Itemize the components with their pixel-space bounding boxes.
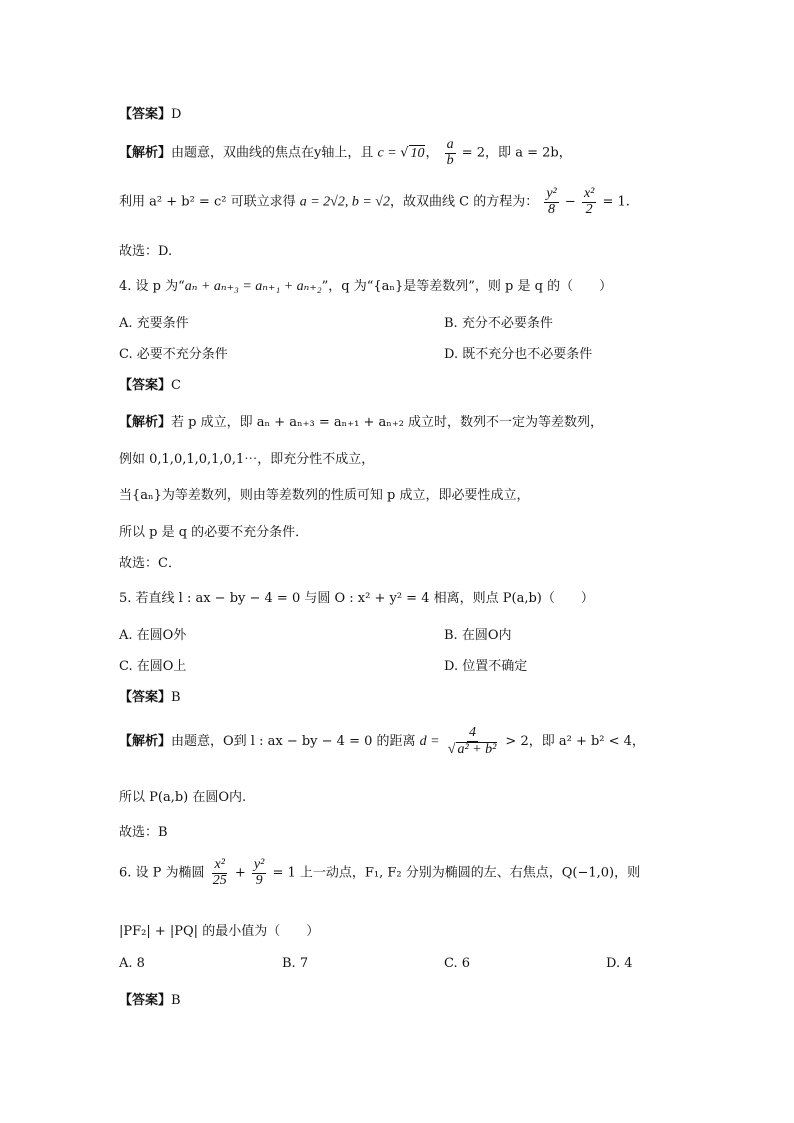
frac-num: 4 bbox=[469, 725, 477, 740]
q6-stem-line-2: |PF₂| + |PQ| 的最小值为（ ） bbox=[119, 924, 320, 939]
stem-text: 6. 设 P 为椭圆 bbox=[119, 865, 205, 881]
frac-den: 9 bbox=[255, 872, 263, 888]
q6-option-a: A. 8 bbox=[119, 956, 145, 971]
frac-num: x² bbox=[214, 857, 225, 872]
plus-sign: + bbox=[234, 865, 246, 881]
q3-conclusion: 故选：D. bbox=[119, 244, 173, 259]
q5-analysis-line-1 bbox=[119, 726, 645, 757]
stem-text: = 1 上一动点，F₁, F₂ 分别为椭圆的左、右焦点，Q(−1,0)，则 bbox=[272, 865, 641, 881]
math-c: c = bbox=[377, 145, 401, 161]
q5-option-b: B. 在圆O内 bbox=[444, 628, 512, 643]
frac-den: 8 bbox=[548, 201, 556, 217]
q5-stem: 5. 若直线 l : ax − by − 4 = 0 与圆 O : x² + y² = 4 相离，则点 P(a,b)（ ） bbox=[119, 591, 594, 606]
analysis-tag: 【解析】 bbox=[119, 415, 172, 430]
fraction-a-over-b bbox=[445, 138, 456, 168]
analysis-tag: 【解析】 bbox=[119, 734, 172, 750]
q4-conclusion: 故选：C． bbox=[119, 556, 181, 571]
minus-sign: − bbox=[564, 194, 576, 210]
analysis-text: = 2，即 a = 2b， bbox=[461, 145, 572, 161]
analysis-text: = 1. bbox=[602, 194, 630, 210]
q5-option-d: D. 位置不确定 bbox=[444, 659, 528, 674]
stem-text: ”，q 为“{aₙ}是等差数列”，则 p 是 q 的（ ） bbox=[321, 279, 613, 294]
math-expression: a = 2√2, b = √2 bbox=[299, 194, 390, 210]
q5-analysis-line-2: 所以 P(a,b) 在圆O内. bbox=[119, 790, 247, 805]
q6-option-d: D. 4 bbox=[606, 956, 633, 971]
q3-analysis-line-2 bbox=[119, 187, 630, 217]
answer-tag: 【答案】 bbox=[119, 993, 172, 1008]
sqrt-radicand: a² + b² bbox=[457, 741, 497, 757]
answer-value: C bbox=[171, 378, 181, 393]
frac-den: √ a² + b² bbox=[447, 741, 497, 757]
q4-option-c: C. 必要不充分条件 bbox=[119, 347, 228, 362]
math-sqrt10: 10 bbox=[410, 145, 425, 161]
analysis-tag: 【解析】 bbox=[119, 145, 172, 161]
frac-num: x² bbox=[583, 186, 595, 201]
analysis-text: 利用 a² + b² = c² 可联立求得 bbox=[119, 194, 296, 210]
fraction-y2-over-9 bbox=[252, 858, 266, 888]
answer-tag: 【答案】 bbox=[119, 378, 172, 393]
q4-option-b: B. 充分不必要条件 bbox=[444, 316, 553, 331]
frac-num: y² bbox=[253, 857, 265, 872]
q5-option-c: C. 在圆O上 bbox=[119, 659, 187, 674]
answer-value: D bbox=[171, 107, 182, 122]
answer-tag: 【答案】 bbox=[119, 107, 172, 122]
fraction-x2-over-25 bbox=[211, 858, 229, 888]
answer-tag: 【答案】 bbox=[119, 690, 172, 705]
answer-value: B bbox=[171, 690, 181, 705]
q4-stem bbox=[119, 275, 612, 295]
frac-num: y² bbox=[546, 186, 557, 201]
q4-analysis-line-1 bbox=[119, 411, 603, 430]
q6-answer-line bbox=[119, 989, 181, 1008]
q4-analysis-line-4: 所以 p 是 q 的必要不充分条件． bbox=[119, 525, 309, 540]
q5-answer-line bbox=[119, 686, 181, 705]
frac-den: 2 bbox=[585, 201, 593, 217]
fraction-y2-over-8 bbox=[544, 187, 558, 217]
frac-num: a bbox=[446, 137, 454, 152]
analysis-text: 由题意，O到 l : ax − by − 4 = 0 的距离 bbox=[171, 734, 416, 750]
q6-option-c: C. 6 bbox=[444, 956, 471, 971]
q4-analysis-line-3: 当{aₙ}为等差数列，则由等差数列的性质可知 p 成立，即必要性成立， bbox=[119, 488, 530, 503]
q5-conclusion: 故选：B bbox=[119, 825, 168, 840]
stem-text: 4. 设 p 为“ bbox=[119, 279, 185, 294]
q3-analysis-line-1: 【解析】由题意，双曲线的焦点在y轴上，且 c = √ 10， $\frac{a}{b}$ = 2，即 a = 2b， bbox=[119, 137, 572, 168]
math-expression: aₙ + aₙ₊₃ = aₙ₊₁ + aₙ₊₂ bbox=[184, 279, 322, 294]
analysis-text: > 2，即 a² + b² < 4， bbox=[505, 734, 645, 750]
analysis-text: 由题意，双曲线的焦点在y轴上，且 bbox=[171, 145, 374, 161]
math-d: d = bbox=[419, 734, 440, 750]
q3-answer-line bbox=[119, 103, 181, 122]
analysis-text: ，故双曲线 C 的方程为： bbox=[389, 194, 539, 210]
frac-den: 25 bbox=[212, 872, 227, 888]
q6-option-b: B. 7 bbox=[282, 956, 309, 971]
analysis-text: 若 p 成立，即 aₙ + aₙ₊₃ = aₙ₊₁ + aₙ₊₂ 成立时，数列不一定为等差数列， bbox=[171, 415, 604, 430]
q5-option-a: A. 在圆O外 bbox=[119, 628, 187, 643]
q4-option-d: D. 既不充分也不必要条件 bbox=[444, 347, 593, 362]
q4-option-a: A. 充要条件 bbox=[119, 316, 189, 331]
q4-analysis-line-2: 例如 0,1,0,1,0,1,0,1⋯，即充分性不成立， bbox=[119, 452, 375, 467]
fraction-distance bbox=[446, 726, 500, 757]
q4-answer-line bbox=[119, 374, 181, 393]
frac-den: b bbox=[446, 152, 454, 168]
answer-value: B bbox=[171, 993, 181, 1008]
fraction-x2-over-2 bbox=[582, 187, 596, 217]
q6-stem bbox=[119, 858, 640, 888]
